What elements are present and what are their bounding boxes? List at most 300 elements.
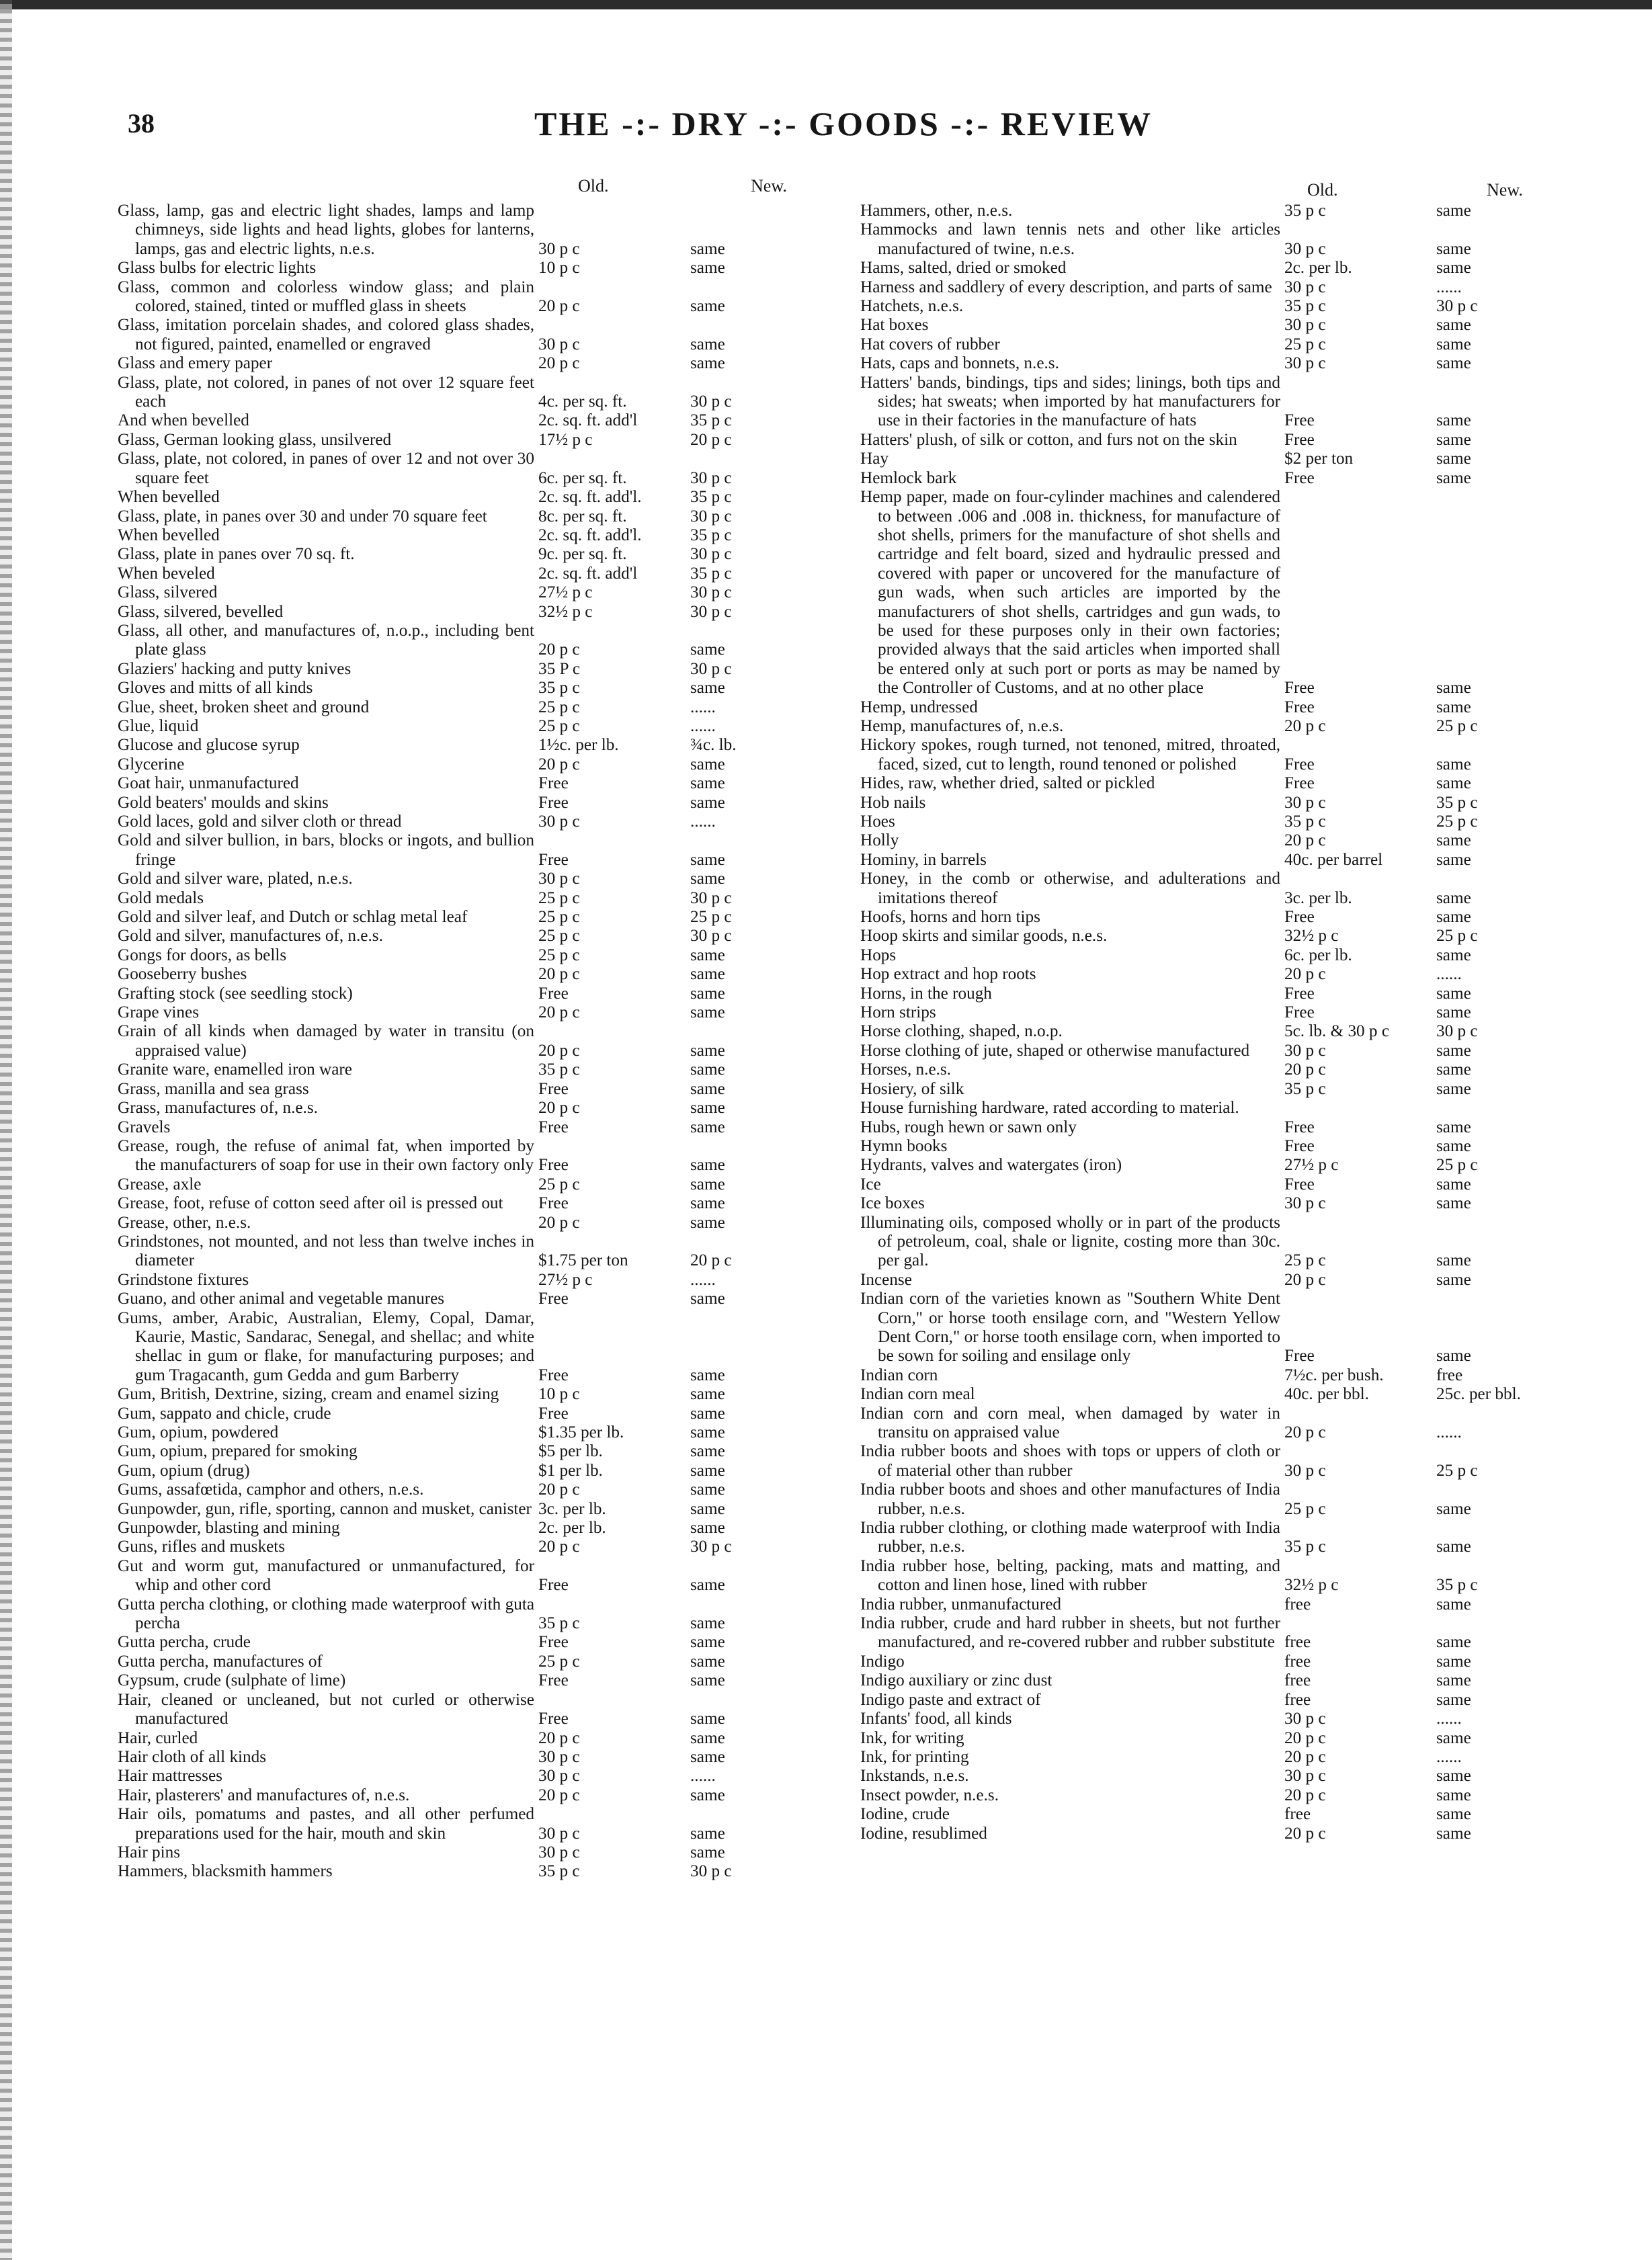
old-rate: 3c. per lb. [1284, 888, 1352, 907]
old-rate: Free [538, 1290, 569, 1308]
tariff-entry [860, 431, 1586, 450]
new-rate: same [690, 1175, 725, 1194]
old-rate: 20 p c [538, 1003, 580, 1022]
item-description: Glass and emery paper [118, 354, 273, 373]
new-rate: ...... [690, 812, 716, 831]
new-rate: same [1436, 698, 1471, 716]
tariff-entry [118, 1099, 843, 1118]
tariff-entry [118, 1652, 843, 1671]
new-rate: same [1436, 831, 1471, 850]
item-description: Grease, axle [118, 1175, 202, 1194]
old-rate: 35 p c [538, 679, 580, 698]
item-description: Granite ware, enamelled iron ware [118, 1060, 352, 1079]
new-rate: same [1436, 316, 1471, 335]
tariff-entry [118, 545, 843, 564]
old-rate: 30 p c [538, 1843, 580, 1861]
new-rate: same [690, 755, 725, 773]
tariff-entry [118, 259, 843, 278]
old-rate: 25 p c [538, 888, 580, 907]
tariff-entry [860, 220, 1586, 259]
tariff-entry [118, 1767, 843, 1786]
old-rate: $2 per ton [1284, 450, 1354, 468]
tariff-entry [118, 1194, 843, 1213]
tariff-entry [860, 1194, 1586, 1213]
tariff-entry [860, 870, 1586, 908]
old-rate: 2c. sq. ft. add'l. [538, 488, 642, 507]
new-rate: same [1436, 1251, 1471, 1270]
new-rate: 30 p c [1436, 297, 1478, 316]
tariff-entry [118, 1691, 843, 1729]
old-rate: Free [538, 1710, 569, 1728]
item-description: When beveled [118, 564, 215, 583]
old-rate: 6c. per sq. ft. [538, 468, 627, 487]
item-description: Gold and silver ware, plated, n.e.s. [118, 870, 353, 888]
tariff-entry [118, 450, 843, 488]
old-rate: Free [538, 793, 569, 812]
new-rate: same [1436, 908, 1471, 927]
item-description: Hair mattresses [118, 1767, 222, 1786]
old-rate: 2c. per lb. [1284, 259, 1352, 278]
new-rate: 30 p c [690, 927, 732, 946]
item-description: Glycerine [118, 755, 185, 773]
tariff-entry [118, 1442, 843, 1461]
old-rate: Free [538, 850, 569, 869]
item-description: When bevelled [118, 526, 220, 544]
tariff-entry [118, 1462, 843, 1480]
old-rate: 1½c. per lb. [538, 736, 619, 755]
tariff-entry [860, 1214, 1586, 1271]
item-description: Hymn books [860, 1136, 948, 1155]
tariff-entry [860, 1767, 1586, 1786]
page-number: 38 [128, 108, 155, 138]
new-rate: same [690, 1747, 725, 1766]
item-description: Hammers, other, n.e.s. [860, 202, 1013, 220]
new-rate: same [1436, 202, 1471, 220]
old-rate: 35 p c [538, 1614, 580, 1633]
item-description: Hoofs, horns and horn tips [860, 908, 1040, 927]
old-rate: 35 p c [1284, 812, 1326, 831]
new-rate: same [690, 259, 725, 278]
item-description: Hair, plasterers' and manufactures of, n.e.s. [118, 1786, 410, 1804]
item-description: Indian corn meal [860, 1385, 975, 1404]
old-rate: Free [538, 1079, 569, 1098]
tariff-entry [860, 335, 1586, 354]
new-rate: same [1436, 354, 1471, 373]
new-rate: 30 p c [690, 1538, 732, 1556]
new-rate: same [1436, 1079, 1471, 1098]
old-rate: Free [538, 1404, 569, 1423]
new-rate: same [690, 1423, 725, 1441]
old-rate: Free [538, 1156, 569, 1175]
new-rate: same [690, 1824, 725, 1843]
old-rate: Free [1284, 1347, 1315, 1366]
tariff-entry [860, 831, 1586, 850]
new-rate: ...... [1436, 1747, 1462, 1766]
item-description: Hydrants, valves and watergates (iron) [860, 1156, 1122, 1175]
tariff-entry [118, 1214, 843, 1232]
tariff-entry [118, 564, 843, 583]
item-description: Gum, opium (drug) [118, 1461, 250, 1480]
tariff-entry [860, 1099, 1586, 1118]
tariff-entry [118, 889, 843, 908]
item-description: Hat covers of rubber [860, 335, 1000, 353]
item-description: Ice [860, 1175, 881, 1194]
new-rate: 35 p c [1436, 1576, 1478, 1595]
tariff-entry [118, 1729, 843, 1748]
item-description: Hats, caps and bonnets, n.e.s. [860, 354, 1059, 373]
item-description: Gums, amber, Arabic, Australian, Elemy, Copal, Damar, Kaurie, Mastic, Sandarac, Senegal, and shellac; and white shellac in gum or flake, for manufacturing purposes; and gum Tragacanth, gum Gedda and gum Barberry [118, 1308, 534, 1384]
new-rate: 30 p c [690, 392, 732, 411]
item-description: Glass, imitation porcelain shades, and colored glass shades, not figured, painted, enamelled or engraved [118, 316, 534, 353]
old-rate: Free [1284, 679, 1315, 698]
tariff-entry [860, 965, 1586, 984]
old-rate: 10 p c [538, 1385, 580, 1404]
tariff-entry [118, 1022, 843, 1060]
old-rate: 25 p c [538, 698, 580, 716]
old-rate: 35 p c [1284, 1538, 1326, 1556]
new-rate: same [1436, 1805, 1471, 1824]
old-rate: 27½ p c [538, 583, 593, 602]
new-rate: 35 p c [690, 526, 732, 544]
tariff-entry [118, 1748, 843, 1767]
item-description: Glue, sheet, broken sheet and ground [118, 698, 370, 716]
old-rate: free [1284, 1805, 1311, 1824]
tariff-entry [860, 1652, 1586, 1671]
item-description: Glass, common and colorless window glass; and plain colored, stained, tinted or muffled glass in sheets [118, 278, 534, 316]
item-description: Hop extract and hop roots [860, 965, 1036, 984]
item-description: Glucose and glucose syrup [118, 736, 300, 755]
new-rate: same [690, 1843, 725, 1861]
new-rate: same [1436, 450, 1471, 468]
item-description: Incense [860, 1270, 912, 1289]
tariff-entry [860, 1729, 1586, 1748]
tariff-entry [118, 965, 843, 984]
old-rate: free [1284, 1595, 1311, 1614]
tariff-entry [860, 202, 1586, 220]
new-rate: same [690, 1118, 725, 1136]
new-rate: same [690, 965, 725, 984]
old-rate: 2c. sq. ft. add'l [538, 564, 638, 583]
scan-left-edge [0, 0, 12, 2260]
tariff-entry [118, 622, 843, 660]
item-description: Holly [860, 831, 899, 850]
new-rate: ¾c. lb. [690, 736, 737, 755]
new-rate: 30 p c [690, 659, 732, 678]
old-rate: Free [1284, 984, 1315, 1003]
old-rate: 5c. lb. & 30 p c [1284, 1022, 1389, 1041]
new-rate: free [1436, 1366, 1463, 1384]
new-rate: same [690, 1480, 725, 1499]
item-description: Hair cloth of all kinds [118, 1747, 267, 1766]
item-description: Gold and silver leaf, and Dutch or schlag metal leaf [118, 908, 468, 927]
tariff-entry [860, 851, 1586, 870]
tariff-entry [118, 278, 843, 317]
item-description: Hatters' plush, of silk or cotton, and furs not on the skin [860, 430, 1237, 449]
new-rate: ...... [1436, 1423, 1462, 1441]
new-rate: same [690, 1290, 725, 1308]
new-rate: 20 p c [690, 430, 732, 449]
tariff-entry [860, 736, 1586, 774]
old-rate: Free [1284, 755, 1315, 773]
item-description: Hair, curled [118, 1728, 198, 1747]
old-rate: 35 P c [538, 659, 581, 678]
new-rate: 25 p c [1436, 1156, 1478, 1175]
item-description: Hob nails [860, 793, 926, 812]
new-rate: same [1436, 239, 1471, 258]
new-rate: same [690, 984, 725, 1003]
item-description: Hair oils, pomatums and pastes, and all other perfumed preparations used for the hair, mouth and skin [118, 1805, 534, 1843]
item-description: Gums, assafœtida, camphor and others, n.e.s. [118, 1480, 424, 1499]
tariff-entry [860, 1671, 1586, 1690]
old-rate: $5 per lb. [538, 1442, 603, 1461]
item-description: Grease, other, n.e.s. [118, 1213, 251, 1232]
old-rate: 30 p c [1284, 1767, 1326, 1786]
new-rate: same [1436, 1633, 1471, 1652]
item-description: Hatters' bands, bindings, tips and sides; linings, both tips and sides; hat sweats; when imported by hat manufacturers for use in their factories in the manufacture of hats [860, 373, 1280, 430]
right-old-header: Old. [1307, 180, 1338, 200]
item-description: House furnishing hardware, rated according to material. [860, 1099, 1239, 1118]
old-rate: 32½ p c [538, 602, 593, 621]
tariff-entry [860, 1691, 1586, 1710]
tariff-entry [118, 946, 843, 965]
new-rate: same [690, 1576, 725, 1595]
old-rate: 30 p c [1284, 1461, 1326, 1480]
item-description: When bevelled [118, 488, 220, 507]
old-rate: 20 p c [538, 965, 580, 984]
old-rate: Free [1284, 908, 1315, 927]
old-rate: 25 p c [1284, 335, 1326, 353]
old-rate: 2c. sq. ft. add'l. [538, 526, 642, 544]
old-rate: 20 p c [538, 640, 580, 659]
new-rate: same [690, 774, 725, 793]
tariff-entry [118, 507, 843, 526]
tariff-entry [860, 488, 1586, 698]
item-description: Glass, silvered [118, 583, 218, 602]
item-description: Hemp paper, made on four-cylinder machines and calendered to between .006 and .008 in. thickness, for manufacture of shot shells, primers for the manufacture of shot shells and cartridge and felt board, sized and hydraulic pressed and covered with paper or uncovered for the manufacture of gun wads, when such articles are imported by the manufacturers of shot shells, cartridges and gun wads, to be used for these purposes only in their own factories; provided always that the said articles when imported shall be entered only at such port or ports as may be named by the Controller of Customs, and at no other place [860, 488, 1280, 698]
tariff-entry [118, 583, 843, 602]
item-description: Iodine, resublimed [860, 1824, 987, 1843]
new-rate: same [1436, 888, 1471, 907]
tariff-entry [860, 1405, 1586, 1443]
new-rate: same [690, 1003, 725, 1022]
tariff-entry [860, 698, 1586, 717]
tariff-entry [860, 946, 1586, 965]
item-description: Indigo [860, 1652, 905, 1671]
new-rate: ...... [690, 1270, 716, 1289]
item-description: Glass, German looking glass, unsilvered [118, 430, 392, 449]
old-rate: 20 p c [1284, 1824, 1326, 1843]
new-rate: same [690, 1099, 725, 1118]
old-rate: 30 p c [1284, 793, 1326, 812]
item-description: Indian corn [860, 1366, 938, 1384]
new-rate: 30 p c [690, 888, 732, 907]
item-description: Guano, and other animal and vegetable manures [118, 1290, 445, 1308]
item-description: Iodine, crude [860, 1805, 950, 1824]
new-rate: ...... [690, 698, 716, 716]
item-description: Glass, plate, not colored, in panes of over 12 and not over 30 square feet [118, 450, 534, 487]
old-rate: 20 p c [1284, 1270, 1326, 1289]
tariff-entry [860, 1595, 1586, 1614]
item-description: Gold and silver, manufactures of, n.e.s. [118, 927, 383, 946]
new-rate: 25 p c [1436, 927, 1478, 946]
old-rate: 6c. per lb. [1284, 946, 1352, 964]
item-description: Hemlock bark [860, 468, 957, 487]
tariff-entry [118, 1519, 843, 1538]
old-rate: 40c. per bbl. [1284, 1385, 1369, 1404]
tariff-entry [860, 1022, 1586, 1041]
item-description: Glass bulbs for electric lights [118, 259, 317, 278]
tariff-entry [860, 1748, 1586, 1767]
item-description: Glue, liquid [118, 716, 199, 735]
new-rate: same [1436, 774, 1471, 793]
item-description: Hair, cleaned or uncleaned, but not curled or otherwise manufactured [118, 1690, 534, 1728]
tariff-entry [860, 1290, 1586, 1366]
new-rate: same [690, 1461, 725, 1480]
new-rate: same [1436, 430, 1471, 449]
old-rate: 30 p c [538, 1747, 580, 1766]
tariff-entry [118, 1500, 843, 1519]
left-new-header: New. [751, 176, 787, 196]
page-title: THE -:- DRY -:- GOODS -:- REVIEW [534, 105, 1153, 142]
tariff-entry [860, 1519, 1586, 1557]
old-rate: Free [1284, 774, 1315, 793]
new-rate: 30 p c [1436, 1022, 1478, 1041]
old-rate: 40c. per barrel [1284, 850, 1383, 869]
tariff-entry [118, 411, 843, 430]
item-description: Hoop skirts and similar goods, n.e.s. [860, 927, 1108, 946]
new-rate: ...... [690, 716, 716, 735]
old-rate: 2c. per lb. [538, 1519, 606, 1538]
tariff-entry [860, 908, 1586, 927]
tariff-entry [118, 1538, 843, 1556]
item-description: Hosiery, of silk [860, 1079, 964, 1098]
new-rate: ...... [690, 1767, 716, 1786]
new-rate: same [1436, 850, 1471, 869]
old-rate: 20 p c [1284, 1728, 1326, 1747]
new-rate: 35 p c [1436, 793, 1478, 812]
item-description: Grease, foot, refuse of cotton seed after oil is pressed out [118, 1194, 503, 1213]
item-description: Gongs for doors, as bells [118, 946, 287, 964]
item-description: Gunpowder, gun, rifle, sporting, cannon and musket, canister [118, 1499, 532, 1518]
tariff-entry [860, 374, 1586, 431]
item-description: Horses, n.e.s. [860, 1060, 952, 1079]
item-description: Glass, silvered, bevelled [118, 602, 284, 621]
new-rate: same [1436, 335, 1471, 353]
new-rate: same [690, 1519, 725, 1538]
old-rate: Free [1284, 411, 1315, 430]
tariff-entry [118, 1423, 843, 1442]
new-rate: same [690, 1614, 725, 1633]
tariff-entry [860, 1786, 1586, 1805]
tariff-entry [118, 1385, 843, 1404]
new-rate: 35 p c [690, 488, 732, 507]
tariff-entry [118, 1003, 843, 1022]
item-description: Hams, salted, dried or smoked [860, 259, 1067, 278]
item-description: Gutta percha, crude [118, 1633, 251, 1652]
item-description: Guns, rifles and muskets [118, 1538, 286, 1556]
old-rate: 32½ p c [1284, 1576, 1339, 1595]
old-rate: 25 p c [538, 946, 580, 964]
old-rate: 20 p c [538, 1041, 580, 1060]
tariff-entry [860, 774, 1586, 793]
item-description: Grass, manilla and sea grass [118, 1079, 309, 1098]
old-rate: 2c. sq. ft. add'l [538, 411, 638, 430]
old-rate: 20 p c [538, 1099, 580, 1118]
old-rate: Free [538, 1633, 569, 1652]
tariff-entry [860, 1805, 1586, 1824]
old-rate: 20 p c [1284, 831, 1326, 850]
tariff-entry [118, 774, 843, 793]
new-rate: same [690, 1442, 725, 1461]
new-rate: 30 p c [690, 545, 732, 564]
new-rate: 20 p c [690, 1251, 732, 1270]
old-rate: 30 p c [1284, 1710, 1326, 1728]
tariff-entry [118, 927, 843, 946]
new-rate: same [1436, 1003, 1471, 1022]
item-description: Hubs, rough hewn or sawn only [860, 1118, 1077, 1136]
item-description: Grain of all kinds when damaged by water in transitu (on appraised value) [118, 1022, 534, 1060]
tariff-entry [118, 374, 843, 412]
item-description: Gut and worm gut, manufactured or unmanufactured, for whip and other cord [118, 1556, 534, 1595]
old-rate: 30 p c [538, 239, 580, 258]
new-rate: 25 p c [690, 908, 732, 927]
old-rate: 8c. per sq. ft. [538, 507, 627, 526]
tariff-entry [860, 1042, 1586, 1060]
tariff-entry [118, 1595, 843, 1634]
new-rate: same [690, 335, 725, 353]
old-rate: Free [1284, 430, 1315, 449]
tariff-entry [860, 1710, 1586, 1728]
item-description: Grass, manufactures of, n.e.s. [118, 1099, 318, 1118]
old-rate: 25 p c [538, 1175, 580, 1194]
old-rate: 20 p c [538, 1480, 580, 1499]
tariff-entry [118, 870, 843, 888]
new-rate: same [1436, 1690, 1471, 1709]
old-rate: Free [538, 774, 569, 793]
new-rate: 35 p c [690, 411, 732, 430]
tariff-entry [860, 297, 1586, 316]
new-rate: same [690, 1728, 725, 1747]
new-rate: same [690, 1156, 725, 1175]
item-description: Gold and silver bullion, in bars, blocks or ingots, and bullion fringe [118, 831, 534, 869]
tariff-entry [118, 985, 843, 1003]
old-rate: 20 p c [538, 1213, 580, 1232]
item-description: Ice boxes [860, 1194, 925, 1213]
tariff-entry [118, 354, 843, 373]
new-rate: same [690, 1671, 725, 1690]
item-description: Hammers, blacksmith hammers [118, 1862, 333, 1881]
item-description: Hatchets, n.e.s. [860, 297, 964, 316]
new-rate: 25 p c [1436, 716, 1478, 735]
tariff-entry [860, 717, 1586, 736]
item-description: Hat boxes [860, 316, 929, 335]
old-rate: Free [538, 1194, 569, 1213]
old-rate: 35 p c [1284, 202, 1326, 220]
new-rate: same [690, 1194, 725, 1213]
tariff-entry [118, 679, 843, 698]
item-description: Hides, raw, whether dried, salted or pickled [860, 774, 1155, 793]
new-rate: same [690, 679, 725, 698]
new-rate: 30 p c [690, 468, 732, 487]
tariff-entry [860, 450, 1586, 468]
tariff-entry [118, 831, 843, 870]
tariff-entry [860, 1825, 1586, 1843]
old-rate: 30 p c [1284, 278, 1326, 296]
tariff-list-right [860, 202, 1586, 1843]
item-description: Ink, for writing [860, 1728, 964, 1747]
old-rate: free [1284, 1671, 1311, 1690]
old-rate: 30 p c [1284, 1041, 1326, 1060]
